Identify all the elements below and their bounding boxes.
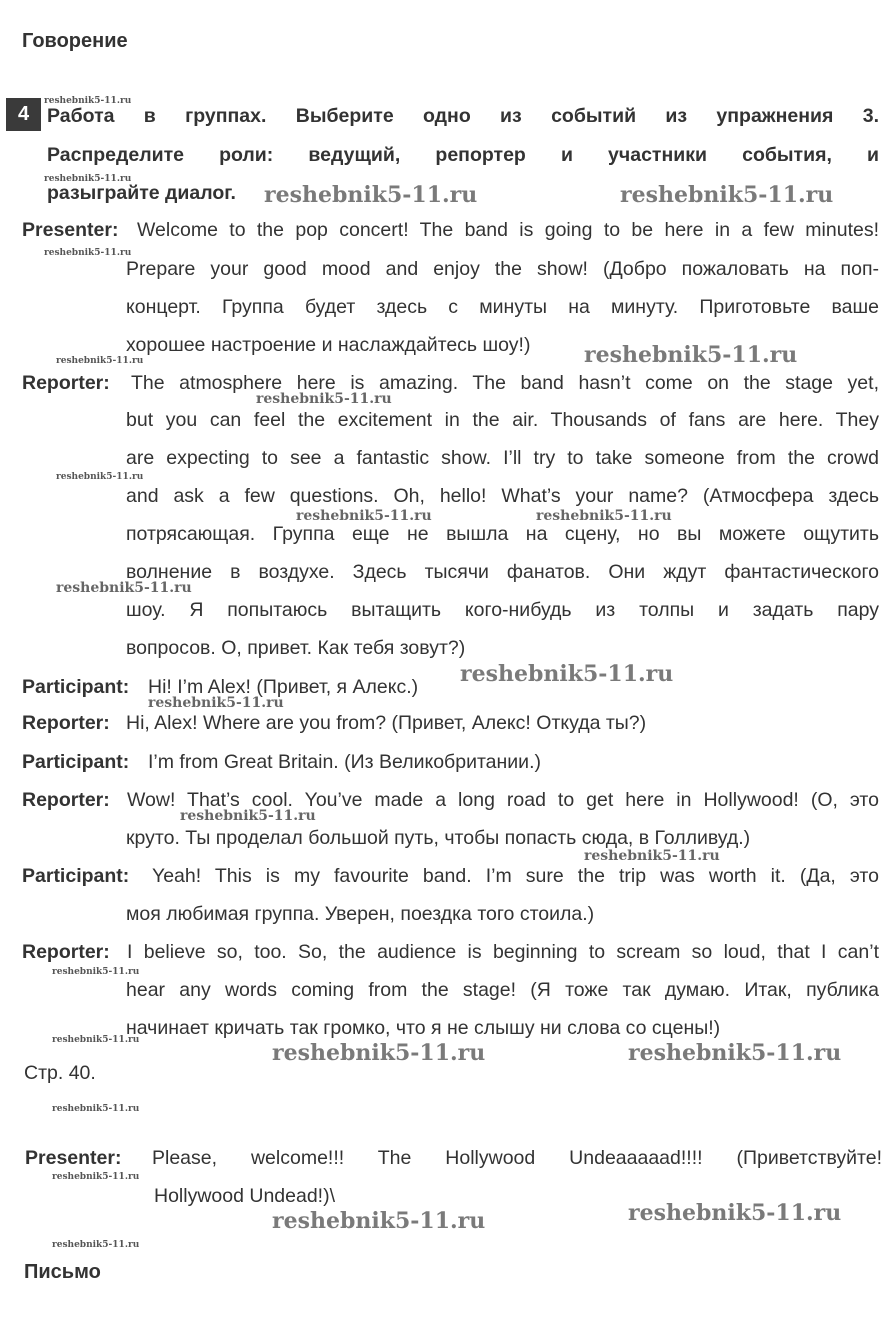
dialogue-line: шоу. Я попытаюсь вытащить кого-нибудь из толпы и задать пару: [126, 599, 879, 621]
section-title: Говорение: [22, 30, 128, 52]
speaker-presenter: Presenter:: [25, 1147, 122, 1169]
watermark: reshebnik5-11.ru: [44, 174, 132, 184]
watermark: reshebnik5-11.ru: [56, 472, 144, 482]
watermark: reshebnik5-11.ru: [460, 661, 674, 687]
dialogue-line: вопросов. О, привет. Как тебя зовут?): [126, 637, 466, 659]
task-line-3: разыграйте диалог.: [47, 182, 236, 204]
dialogue-line: and ask a few questions. Oh, hello! What’s your name? (Атмосфера здесь: [126, 485, 879, 507]
dialogue-line: Yeah! This is my favourite band. I’m sure the trip was worth it. (Да, это: [152, 865, 879, 887]
dialogue-line: Hi! I’m Alex! (Привет, я Алекс.): [148, 676, 419, 698]
task-line-2: Распределите роли: ведущий, репортер и участники события, и: [47, 144, 879, 166]
dialogue-line: I believe so, too. So, the audience is beginning to scream so loud, that I can’t: [127, 941, 879, 963]
dialogue-line: Hi, Alex! Where are you from? (Привет, Алекс! Откуда ты?): [126, 712, 647, 734]
watermark: reshebnik5-11.ru: [620, 182, 834, 208]
watermark: reshebnik5-11.ru: [628, 1200, 842, 1226]
dialogue-line: are expecting to see a fantastic show. I’ll try to take someone from the crowd: [126, 447, 879, 469]
speaker-reporter: Reporter:: [22, 712, 110, 734]
dialogue-line: потрясающая. Группа еще не вышла на сцену, но вы можете ощутить: [126, 523, 879, 545]
task-line-1: Работа в группах. Выберите одно из событий из упражнения 3.: [47, 105, 879, 127]
speaker-presenter: Presenter:: [22, 219, 119, 241]
watermark: reshebnik5-11.ru: [148, 695, 284, 711]
dialogue-line: The atmosphere here is amazing. The band hasn’t come on the stage yet,: [131, 372, 879, 394]
watermark: reshebnik5-11.ru: [272, 1040, 486, 1066]
next-section-title: Письмо: [24, 1261, 101, 1283]
dialogue-line: хорошее настроение и наслаждайтесь шоу!): [126, 334, 531, 356]
dialogue-line: Welcome to the pop concert! The band is going to be here in a few minutes!: [137, 219, 879, 241]
watermark: reshebnik5-11.ru: [52, 1172, 140, 1182]
speaker-participant: Participant:: [22, 865, 130, 887]
dialogue-line: I’m from Great Britain. (Из Великобритании.): [148, 751, 541, 773]
watermark: reshebnik5-11.ru: [44, 248, 132, 258]
dialogue-line: but you can feel the excitement in the air. Thousands of fans are here. They: [126, 409, 879, 431]
watermark: reshebnik5-11.ru: [264, 182, 478, 208]
dialogue-line: Please, welcome!!! The Hollywood Undeaaaaad!!!! (Приветствуйте!: [152, 1147, 882, 1169]
watermark: reshebnik5-11.ru: [272, 1208, 486, 1234]
dialogue-line: круто. Ты проделал большой путь, чтобы попасть сюда, в Голливуд.): [126, 827, 751, 849]
watermark: reshebnik5-11.ru: [56, 580, 192, 596]
watermark: reshebnik5-11.ru: [56, 356, 144, 366]
dialogue-line: Prepare your good mood and enjoy the show! (Добро пожаловать на поп-: [126, 258, 879, 280]
dialogue-line: hear any words coming from the stage! (Я тоже так думаю. Итак, публика: [126, 979, 879, 1001]
speaker-reporter: Reporter:: [22, 789, 110, 811]
watermark: reshebnik5-11.ru: [536, 508, 672, 524]
speaker-reporter: Reporter:: [22, 941, 110, 963]
dialogue-line: концерт. Группа будет здесь с минуты на минуту. Приготовьте ваше: [126, 296, 879, 318]
dialogue-line: волнение в воздухе. Здесь тысячи фанатов. Они ждут фантастического: [126, 561, 879, 583]
watermark: reshebnik5-11.ru: [256, 391, 392, 407]
watermark: reshebnik5-11.ru: [584, 342, 798, 368]
watermark: reshebnik5-11.ru: [52, 1240, 140, 1250]
speaker-participant: Participant:: [22, 751, 130, 773]
watermark: reshebnik5-11.ru: [296, 508, 432, 524]
dialogue-line: Hollywood Undead!)\: [154, 1185, 336, 1207]
watermark: reshebnik5-11.ru: [52, 967, 140, 977]
dialogue-line: Wow! That’s cool. You’ve made a long road to get here in Hollywood! (О, это: [127, 789, 879, 811]
watermark: reshebnik5-11.ru: [52, 1035, 140, 1045]
watermark: reshebnik5-11.ru: [180, 808, 316, 824]
watermark: reshebnik5-11.ru: [52, 1104, 140, 1114]
speaker-reporter: Reporter:: [22, 372, 110, 394]
exercise-number-badge: 4: [6, 98, 41, 131]
dialogue-line: начинает кричать так громко, что я не слышу ни слова со сцены!): [126, 1017, 721, 1039]
page-reference: Стр. 40.: [24, 1062, 96, 1084]
dialogue-line: моя любимая группа. Уверен, поездка того стоила.): [126, 903, 595, 925]
speaker-participant: Participant:: [22, 676, 130, 698]
watermark: reshebnik5-11.ru: [584, 848, 720, 864]
watermark: reshebnik5-11.ru: [44, 96, 132, 106]
watermark: reshebnik5-11.ru: [628, 1040, 842, 1066]
